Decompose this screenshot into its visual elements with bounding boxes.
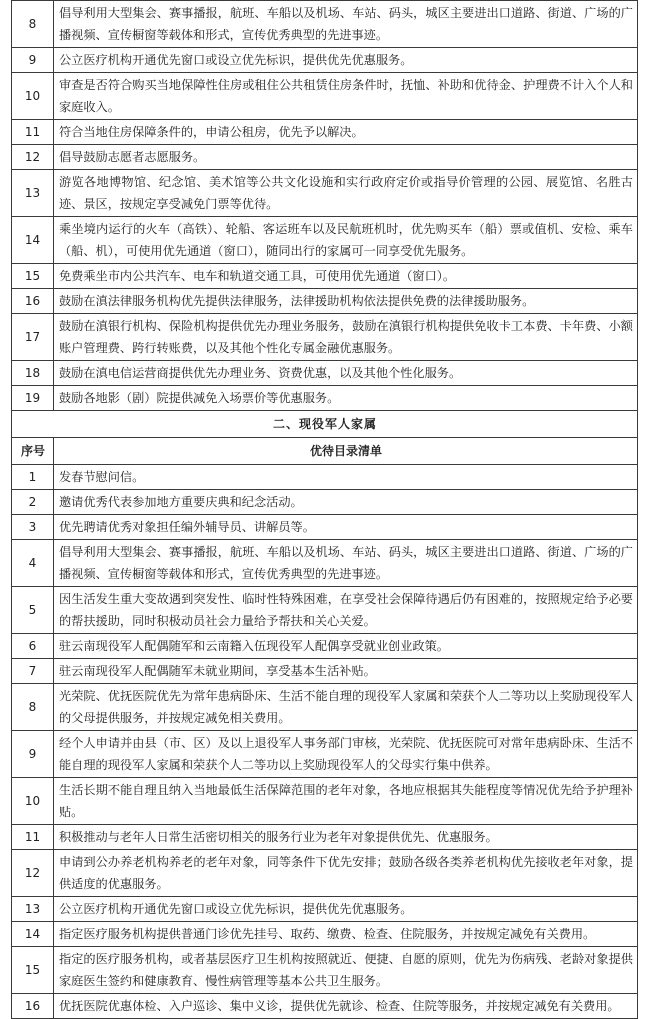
- table-row: [12, 386, 638, 411]
- table-row: [12, 314, 638, 361]
- row-text: 游览各地博物馆、纪念馆、美术馆等公共文化设施和实行政府定价或指导价管理的公园、展览馆、名胜古迹、景区，按规定享受减免门票等优待。: [54, 170, 638, 217]
- table-row: [12, 634, 638, 659]
- row-number: 18: [12, 361, 54, 386]
- table-row: [12, 540, 638, 587]
- row-number: 12: [12, 145, 54, 170]
- row-number: 13: [12, 897, 54, 922]
- row-text: 免费乘坐市内公共汽车、电车和轨道交通工具，可使用优先通道（窗口）。: [54, 264, 638, 289]
- row-text: 倡导利用大型集会、赛事播报，航班、车船以及机场、车站、码头，城区主要进出口道路、街道、广场的广播视频、宣传橱窗等载体和形式，宣传优秀典型的先进事迹。: [54, 1, 638, 48]
- table-row: [12, 897, 638, 922]
- table-row: [12, 264, 638, 289]
- table-row: [12, 731, 638, 778]
- table-row: [12, 947, 638, 994]
- header-num: 序号: [12, 438, 54, 465]
- row-text: 倡导利用大型集会、赛事播报，航班、车船以及机场、车站、码头，城区主要进出口道路、街道、广场的广播视频、宣传橱窗等载体和形式，宣传优秀典型的先进事迹。: [54, 540, 638, 587]
- table-row: [12, 778, 638, 825]
- row-text: 指定医疗服务机构提供普通门诊优先挂号、取药、缴费、检查、住院服务，并按规定减免有关费用。: [54, 922, 638, 947]
- row-text: 光荣院、优抚医院优先为常年患病卧床、生活不能自理的现役军人家属和荣获个人二等功以上奖励现役军人的父母提供服务，并按规定减免相关费用。: [54, 684, 638, 731]
- table-row: [12, 145, 638, 170]
- row-number: 8: [12, 684, 54, 731]
- row-text: 生活长期不能自理且纳入当地最低生活保障范围的老年对象，各地应根据其失能程度等情况优先给予护理补贴。: [54, 778, 638, 825]
- table-row: [12, 289, 638, 314]
- row-text: 发春节慰问信。: [54, 465, 638, 490]
- row-number: 7: [12, 659, 54, 684]
- row-text: 鼓励在滇电信运营商提供优先办理业务、资费优惠，以及其他个性化服务。: [54, 361, 638, 386]
- row-number: 10: [12, 73, 54, 120]
- row-text: 驻云南现役军人配偶随军未就业期间，享受基本生活补贴。: [54, 659, 638, 684]
- table-row: [12, 825, 638, 850]
- benefits-table: [11, 0, 638, 1019]
- row-text: 审查是否符合购买当地保障性住房或租住公共租赁住房条件时，抚恤、补助和优待金、护理费不计入个人和家庭收入。: [54, 73, 638, 120]
- table-row: [12, 490, 638, 515]
- row-number: 1: [12, 465, 54, 490]
- row-number: 15: [12, 264, 54, 289]
- row-number: 3: [12, 515, 54, 540]
- rows-after: [12, 465, 638, 1019]
- row-text: 鼓励各地影（剧）院提供减免入场票价等优惠服务。: [54, 386, 638, 411]
- row-number: 14: [12, 922, 54, 947]
- table-row: [12, 587, 638, 634]
- row-text: 优先聘请优秀对象担任编外辅导员、讲解员等。: [54, 515, 638, 540]
- row-text: 乘坐境内运行的火车（高铁）、轮船、客运班车以及民航班机时，优先购买车（船）票或值机、安检、乘车（船、机），可使用优先通道（窗口），随同出行的家属可一同享受优先服务。: [54, 217, 638, 264]
- table-row: [12, 850, 638, 897]
- row-number: 16: [12, 289, 54, 314]
- section-title: 二、现役军人家属: [12, 411, 638, 438]
- row-number: 2: [12, 490, 54, 515]
- row-number: 5: [12, 587, 54, 634]
- table-row: [12, 170, 638, 217]
- row-text: 邀请优秀代表参加地方重要庆典和纪念活动。: [54, 490, 638, 515]
- table-row: [12, 217, 638, 264]
- row-number: 9: [12, 731, 54, 778]
- row-number: 6: [12, 634, 54, 659]
- row-number: 13: [12, 170, 54, 217]
- row-number: 10: [12, 778, 54, 825]
- row-text: 积极推动与老年人日常生活密切相关的服务行业为老年对象提供优先、优惠服务。: [54, 825, 638, 850]
- table-row: [12, 922, 638, 947]
- row-number: 12: [12, 850, 54, 897]
- rows-before: [12, 1, 638, 411]
- row-number: 11: [12, 825, 54, 850]
- table-row: [12, 684, 638, 731]
- row-number: 11: [12, 120, 54, 145]
- table-row: [12, 73, 638, 120]
- table-row: [12, 48, 638, 73]
- row-text: 鼓励在滇法律服务机构优先提供法律服务，法律援助机构依法提供免费的法律援助服务。: [54, 289, 638, 314]
- header-list: 优待目录清单: [54, 438, 638, 465]
- row-text: 驻云南现役军人配偶随军和云南籍入伍现役军人配偶享受就业创业政策。: [54, 634, 638, 659]
- table-row: [12, 659, 638, 684]
- row-text: 优抚医院优惠体检、入户巡诊、集中义诊，提供优先就诊、检查、住院等服务，并按规定减免有关费用。: [54, 994, 638, 1019]
- table-row: [12, 515, 638, 540]
- row-text: 指定的医疗服务机构，或者基层医疗卫生机构按照就近、便捷、自愿的原则，优先为伤病残、老龄对象提供家庭医生签约和健康教育、慢性病管理等基本公共卫生服务。: [54, 947, 638, 994]
- row-number: 17: [12, 314, 54, 361]
- table-row: [12, 1, 638, 48]
- table-header-row: [12, 438, 638, 465]
- row-text: 符合当地住房保障条件的，申请公租房，优先予以解决。: [54, 120, 638, 145]
- row-text: 因生活发生重大变故遇到突发性、临时性特殊困难，在享受社会保障待遇后仍有困难的，按照规定给予必要的帮扶援助，同时积极动员社会力量给予帮扶和关心关爱。: [54, 587, 638, 634]
- row-number: 9: [12, 48, 54, 73]
- section-row: [12, 411, 638, 438]
- row-number: 8: [12, 1, 54, 48]
- row-number: 4: [12, 540, 54, 587]
- row-number: 14: [12, 217, 54, 264]
- row-text: 公立医疗机构开通优先窗口或设立优先标识，提供优先优惠服务。: [54, 897, 638, 922]
- table-row: [12, 994, 638, 1019]
- row-text: 申请到公办养老机构养老的老年对象，同等条件下优先安排；鼓励各级各类养老机构优先接收老年对象，提供适度的优惠服务。: [54, 850, 638, 897]
- table-row: [12, 120, 638, 145]
- row-number: 16: [12, 994, 54, 1019]
- row-number: 15: [12, 947, 54, 994]
- row-text: 鼓励在滇银行机构、保险机构提供优先办理业务服务，鼓励在滇银行机构提供免收卡工本费、卡年费、小额账户管理费、跨行转账费，以及其他个性化专属金融优惠服务。: [54, 314, 638, 361]
- row-text: 倡导鼓励志愿者志愿服务。: [54, 145, 638, 170]
- row-text: 公立医疗机构开通优先窗口或设立优先标识，提供优先优惠服务。: [54, 48, 638, 73]
- row-text: 经个人申请并由县（市、区）及以上退役军人事务部门审核，光荣院、优抚医院可对常年患病卧床、生活不能自理的现役军人家属和荣获个人二等功以上奖励现役军人的父母实行集中供养。: [54, 731, 638, 778]
- table-row: [12, 465, 638, 490]
- row-number: 19: [12, 386, 54, 411]
- table-row: [12, 361, 638, 386]
